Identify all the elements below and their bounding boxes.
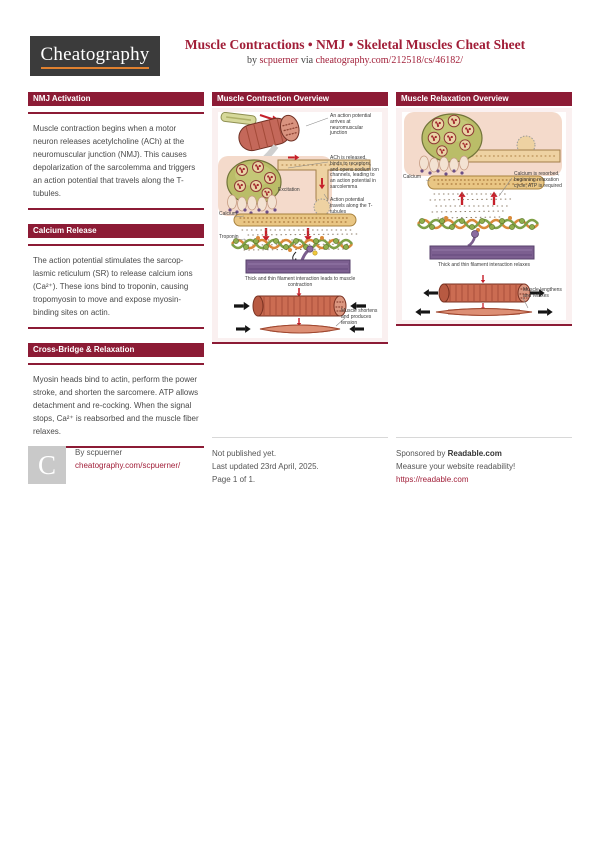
label-troponin: Troponin [219,234,239,240]
label-muscle-lengthens: Muscle lengthens and relaxes [523,287,562,299]
footer-author-line [75,446,180,459]
page-title: Muscle Contractions • NMJ • Skeletal Muscles Cheat Sheet [184,37,526,52]
label-ap-arrives: An action potential arrives at neuromuscular junction [330,113,372,137]
last-updated: Last updated 23rd April, 2025. [212,462,319,471]
caption-filament-relaxes: Thick and thin filament interaction relaxes [438,262,530,268]
column-left [28,92,204,462]
motor-axon [221,112,257,125]
cheatography-logo[interactable] [30,36,160,76]
section-header-relaxation-overview: Muscle Relaxation Overview [396,92,572,106]
contraction-illustration [218,112,382,338]
label-calcium-resorbed: Calcium is resorbed, beginning relaxation cycle; ATP is required [514,171,562,189]
label-calcium: Calcium [403,174,422,180]
publish-status: Not published yet. [212,449,277,458]
author-link[interactable]: scpuerner [259,55,299,66]
section-calcium-release [28,224,204,329]
label-calcium: Calcium [219,211,238,217]
header-title-block [172,37,538,66]
relaxation-diagram-card [396,108,572,326]
sheet-source-link[interactable]: cheatography.com/212518/cs/46182/ [315,55,463,66]
byline-prefix: by [247,55,258,66]
cheatography-logo-text: Cheatography [41,44,150,69]
relaxation-diagram [402,112,566,320]
section-body-nmj-activation: Muscle contraction begins when a motor neuron releases acetylcholine (ACh) at the neuromuscular junction (NMJ). This causes depolarization of the sarcolemma and triggers an action potential that travels along the T-tubules. [28,112,204,210]
caption-filament-interaction: Thick and thin filament interaction leads to muscle contraction [244,276,356,288]
section-header-contraction-overview: Muscle Contraction Overview [212,92,388,106]
thick-filament [430,246,534,259]
footer-author-block [28,437,204,486]
myofibril-contracting [253,296,346,316]
label-ap-travels: Action potential travels along the T-tubules [330,197,373,215]
contraction-diagram-card [212,108,388,344]
myofibril-relaxing [439,284,530,302]
footer-status-block [212,437,388,486]
footer-author-name: scpuerner [86,448,123,457]
section-body-cross-bridge-relaxation: Myosin heads bind to actin, perform the power stroke, and shorten the sarcomere. ATP allows detachment and re-cocking. When the signal stops, Ca²⁺ is reabsorbed and the muscle fiber relaxes. [28,363,204,448]
calcium-ion-cloud [430,194,512,218]
section-header-nmj-activation: NMJ Activation [28,92,204,106]
columns [28,92,572,462]
column-right [396,92,572,462]
section-header-cross-bridge-relaxation: Cross-Bridge & Relaxation [28,343,204,357]
sponsor-link[interactable]: https://readable.com [396,475,469,484]
footer-profile-link[interactable]: cheatography.com/scpuerner/ [75,461,181,470]
sponsor-brand: Readable.com [447,449,502,458]
footer-by-prefix: By [75,448,85,457]
page-count: Page 1 of 1. [212,475,256,484]
footer-sponsor-block [396,437,572,486]
section-nmj-activation [28,92,204,210]
sponsor-line [396,447,572,460]
footer [28,437,572,486]
sarcoplasmic-reticulum [234,214,356,226]
thin-filament [418,216,538,232]
contraction-diagram [218,112,382,338]
byline [172,55,538,66]
whole-muscle-contracting [260,325,340,333]
section-cross-bridge-relaxation [28,343,204,448]
label-ach-released: ACh is released, binds to receptors, and opens sodium ion channels, leading to an action potential in sarcolemma [330,155,379,190]
section-body-calcium-release: The action potential stimulates the sarcoplasmic reticulum (SR) to release calcium ions (Ca²⁺). These ions bind to troponin, causing tropomyosin to move and expose myosin-binding sites on actin. [28,244,204,329]
avatar-letter: C [37,449,56,480]
section-header-calcium-release: Calcium Release [28,224,204,238]
label-excitation: Excitation [278,187,300,193]
sponsor-prefix: Sponsored by [396,449,446,458]
detached-myosin-head [468,231,479,247]
thick-filament [246,260,350,273]
byline-via: via [300,55,314,66]
author-avatar[interactable] [28,446,66,484]
label-muscle-shortens: Muscle shortens and produces tension [341,308,378,326]
sponsor-tagline: Measure your website readability! [396,462,516,471]
column-middle [212,92,388,462]
